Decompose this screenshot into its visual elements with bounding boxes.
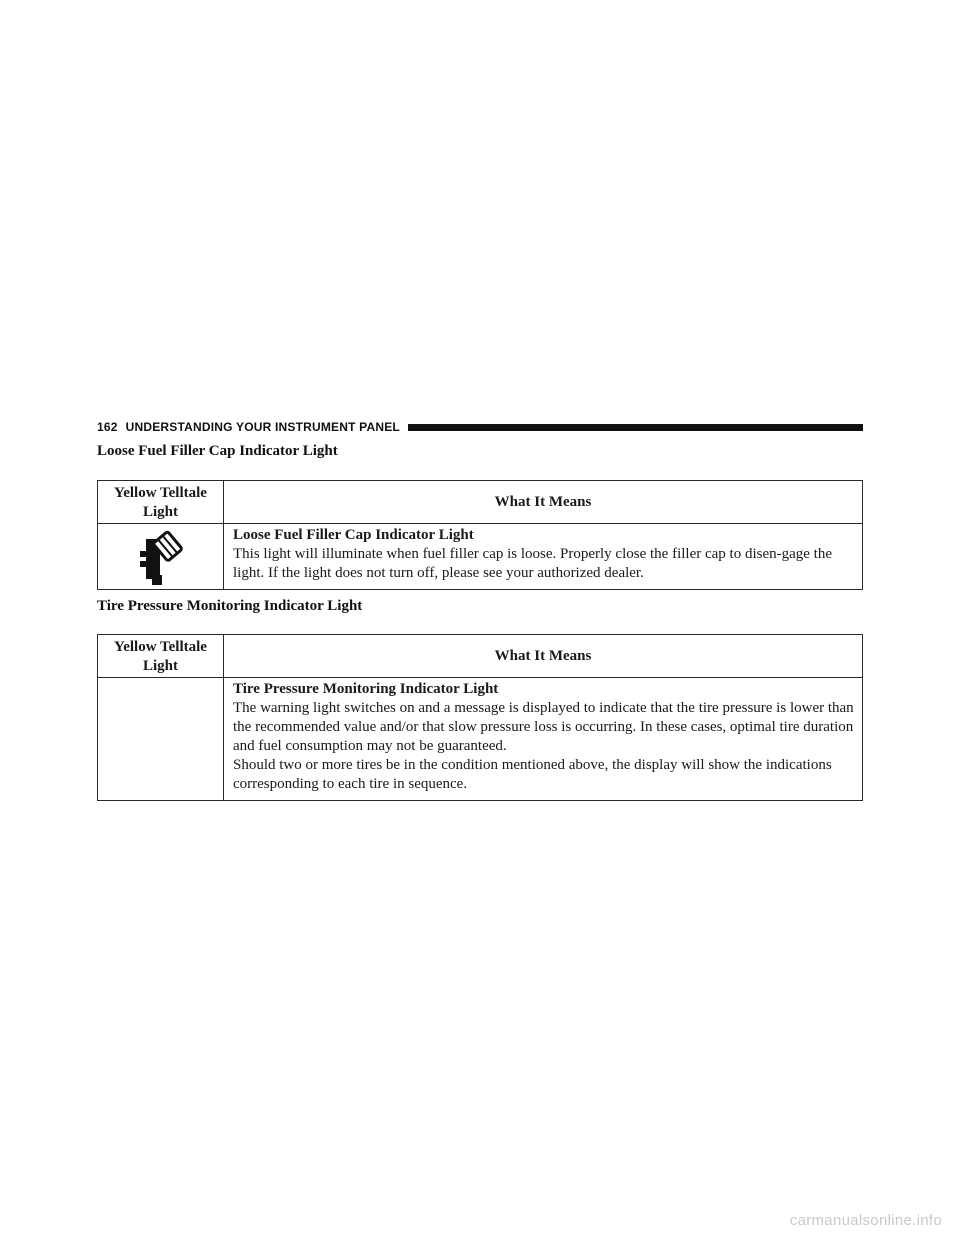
telltale-description-cell: [224, 524, 863, 590]
telltale-description-cell: [224, 678, 863, 801]
entry-heading: Tire Pressure Monitoring Indicator Light: [233, 681, 499, 697]
section-title-fuel-cap: Loose Fuel Filler Cap Indicator Light: [97, 443, 338, 459]
section-title-tire-pressure: Tire Pressure Monitoring Indicator Light: [97, 598, 363, 614]
header-what-it-means: What It Means: [224, 635, 863, 678]
header-what-it-means: What It Means: [224, 481, 863, 524]
header-rule: [408, 424, 863, 431]
page-number: 162: [97, 420, 118, 434]
telltale-icon-cell-empty: [98, 678, 224, 801]
header-yellow-telltale-light: Yellow Telltale Light: [98, 635, 224, 678]
telltale-icon-cell: [98, 524, 224, 590]
header-yellow-telltale-light: Yellow Telltale Light: [98, 481, 224, 524]
telltale-table-tire-pressure: [97, 634, 863, 801]
entry-text: This light will illuminate when fuel filler cap is loose. Properly close the filler cap to disen-gage the light. If the light does not turn off, please see your authorized dealer.: [233, 546, 833, 581]
telltale-table-fuel-cap: [97, 480, 863, 590]
entry-heading: Loose Fuel Filler Cap Indicator Light: [233, 527, 474, 543]
entry-text: The warning light switches on and a message is displayed to indicate that the tire pressure is lower than the recommended value and/or that slow pressure loss is occurring. In these cases, optimal tire duration and fuel consumption may not be guaranteed.: [233, 700, 854, 754]
chapter-title: UNDERSTANDING YOUR INSTRUMENT PANEL: [125, 420, 400, 434]
entry-text-2: Should two or more tires be in the condition mentioned above, the display will show the indications corresponding to each tire in sequence.: [233, 757, 832, 792]
watermark: carmanualsonline.info: [789, 1212, 942, 1229]
fuel-filler-cap-icon: [132, 527, 190, 587]
running-head: [97, 419, 863, 435]
